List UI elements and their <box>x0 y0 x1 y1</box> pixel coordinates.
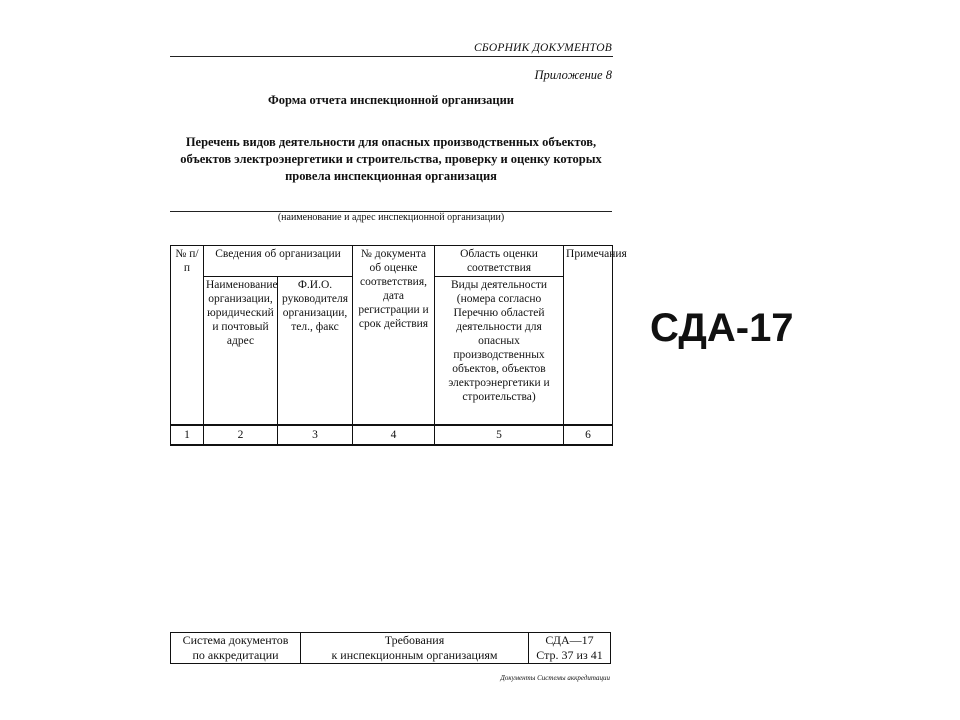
footer-req-line1: Требования <box>384 633 445 647</box>
appendix-label: Приложение 8 <box>534 68 612 82</box>
column-number: 2 <box>204 425 278 445</box>
col-org-info-header: Сведения об организации <box>204 246 353 277</box>
list-title: Перечень видов деятельности для опасных производственных объектов, объектов электроэнергетики и строительства, проверку и оценку которых провела инспекционная организация <box>180 135 602 183</box>
col-scope-header: Область оценки соответствия <box>435 246 564 277</box>
col-document-header: № документа об оценке соответствия, дата регистрации и срок действия <box>353 246 435 425</box>
column-number: 3 <box>278 425 353 445</box>
form-title: Форма отчета инспекционной организации <box>268 93 514 107</box>
col-number-header: № п/п <box>171 246 204 425</box>
column-number: 4 <box>353 425 435 445</box>
col-notes-header: Примечания <box>564 246 613 425</box>
org-caption: (наименование и адрес инспекционной организации) <box>277 212 505 223</box>
footnote: Документы Системы аккредитации <box>500 674 610 682</box>
footer-system <box>171 633 301 664</box>
column-number: 5 <box>435 425 564 445</box>
column-number: 6 <box>564 425 613 445</box>
document-code-label: СДА-17 <box>650 306 794 350</box>
footer-doc-code: СДА—17 <box>545 633 594 647</box>
subcol-head-contacts: Ф.И.О. руководителя организации, тел., факс <box>278 277 353 425</box>
footer-system-line2: по аккредитации <box>192 648 279 662</box>
column-numbers-row <box>171 425 613 445</box>
report-table <box>170 245 627 446</box>
footer-req-line2: к инспекционным организациям <box>331 648 498 662</box>
footer-table <box>170 632 611 664</box>
footer-code <box>529 633 611 664</box>
header-rule <box>170 56 613 57</box>
column-number: 1 <box>171 425 204 445</box>
running-title: СБОРНИК ДОКУМЕНТОВ <box>474 42 612 54</box>
footer-page-number: Стр. 37 из 41 <box>536 648 603 662</box>
subcol-org-name: Наименование организации, юридический и почтовый адрес <box>204 277 278 425</box>
footer-requirements <box>301 633 529 664</box>
footer-system-line1: Система документов <box>182 633 289 647</box>
subcol-activity-types: Виды деятельности (номера согласно Перечню областей деятельности для опасных производственных объектов, объектов электроэнергетики и строительства) <box>435 277 564 425</box>
